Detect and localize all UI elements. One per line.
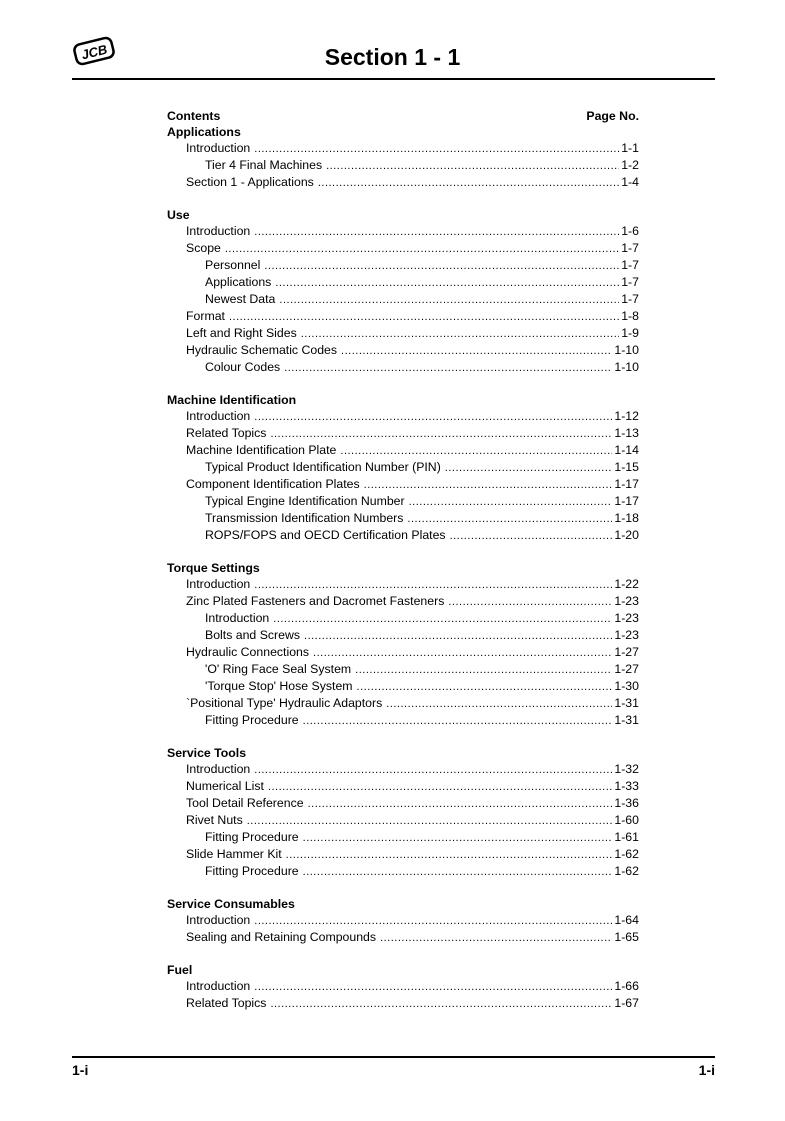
footer-page-number-right: 1-i	[698, 1062, 715, 1078]
toc-entry-page: 1-8	[621, 309, 639, 323]
toc-leader-dots	[273, 611, 612, 627]
toc-entry[interactable]	[167, 510, 639, 527]
toc-entry-page: 1-1	[621, 141, 639, 155]
toc-leader-dots	[313, 645, 612, 661]
footer-page-number-left: 1-i	[72, 1062, 89, 1078]
toc-entry[interactable]	[167, 527, 639, 544]
toc-leader-dots	[445, 460, 613, 476]
toc-entry[interactable]	[167, 274, 639, 291]
toc-entry[interactable]	[167, 795, 639, 812]
toc-entry-label: Rivet Nuts	[186, 813, 243, 827]
toc-section	[167, 962, 639, 1012]
toc-leader-dots	[264, 258, 619, 274]
toc-sections	[167, 124, 639, 1012]
toc-leader-dots	[340, 443, 612, 459]
toc-leader-dots	[301, 326, 619, 342]
toc-entry-label: Fitting Procedure	[205, 864, 299, 878]
toc-entry-label: Component Identification Plates	[186, 477, 360, 491]
toc-entry[interactable]	[167, 308, 639, 325]
toc-leader-dots	[225, 241, 619, 257]
toc-leader-dots	[254, 913, 612, 929]
toc-leader-dots	[357, 679, 613, 695]
toc-entry-page: 1-36	[614, 796, 639, 810]
toc-entry-page: 1-13	[614, 426, 639, 440]
toc-entry-page: 1-14	[614, 443, 639, 457]
toc-leader-dots	[448, 594, 612, 610]
toc-entry-label: Introduction	[186, 224, 251, 238]
toc-entry-page: 1-2	[621, 158, 639, 172]
toc-entry-page: 1-62	[614, 847, 639, 861]
toc-leader-dots	[303, 830, 613, 846]
toc-header	[167, 108, 639, 124]
toc-entry-page: 1-64	[614, 913, 639, 927]
toc-entry-label: Machine Identification Plate	[186, 443, 337, 457]
toc-entry-page: 1-7	[621, 275, 639, 289]
toc-section	[167, 124, 639, 191]
toc-entry-page: 1-33	[614, 779, 639, 793]
toc-leader-dots	[254, 979, 612, 995]
toc-section	[167, 745, 639, 880]
toc-section-title[interactable]: Torque Settings	[167, 561, 260, 575]
toc-section-title[interactable]: Use	[167, 208, 190, 222]
toc-leader-dots	[308, 796, 613, 812]
toc-entry[interactable]	[167, 712, 639, 729]
toc-leader-dots	[304, 628, 612, 644]
toc-entry-page: 1-9	[621, 326, 639, 340]
contents-label: Contents	[167, 109, 221, 123]
toc-entry-page: 1-7	[621, 292, 639, 306]
toc-leader-dots	[450, 528, 613, 544]
toc-section	[167, 896, 639, 946]
toc-entry-label: Related Topics	[186, 996, 267, 1010]
footer-divider	[72, 1056, 715, 1058]
toc-entry-page: 1-31	[614, 696, 639, 710]
toc-entry-page: 1-7	[621, 258, 639, 272]
toc-entry[interactable]	[167, 325, 639, 342]
toc-entry-page: 1-17	[614, 477, 639, 491]
toc-leader-dots	[326, 158, 619, 174]
toc-entry-page: 1-27	[614, 662, 639, 676]
toc-entry-page: 1-23	[614, 611, 639, 625]
toc-leader-dots	[318, 175, 619, 191]
toc-entry-label: Fitting Procedure	[205, 830, 299, 844]
toc-entry[interactable]	[167, 627, 639, 644]
toc-entry-label: Typical Product Identification Number (PIN)	[205, 460, 441, 474]
toc-leader-dots	[286, 847, 613, 863]
toc-entry-label: Personnel	[205, 258, 261, 272]
toc-entry-label: Introduction	[205, 611, 270, 625]
toc-entry-label: ROPS/FOPS and OECD Certification Plates	[205, 528, 446, 542]
toc-entry[interactable]	[167, 576, 639, 593]
toc-entry-page: 1-15	[614, 460, 639, 474]
toc-leader-dots	[254, 409, 612, 425]
toc-leader-dots	[254, 141, 619, 157]
toc-entry[interactable]	[167, 678, 639, 695]
toc-entry-label: Tool Detail Reference	[186, 796, 304, 810]
toc-entry[interactable]	[167, 863, 639, 880]
toc-entry[interactable]	[167, 778, 639, 795]
toc-entry-label: Zinc Plated Fasteners and Dacromet Fasteners	[186, 594, 445, 608]
toc-entry-page: 1-23	[614, 594, 639, 608]
toc-entry-label: Sealing and Retaining Compounds	[186, 930, 377, 944]
toc-entry[interactable]	[167, 174, 639, 191]
toc-entry-label: Left and Right Sides	[186, 326, 297, 340]
toc-section	[167, 392, 639, 544]
toc-entry-label: Applications	[205, 275, 272, 289]
toc-entry[interactable]	[167, 978, 639, 995]
toc-entry-label: Format	[186, 309, 225, 323]
toc-entry-page: 1-32	[614, 762, 639, 776]
toc-entry-label: Section 1 - Applications	[186, 175, 314, 189]
toc-entry-label: Introduction	[186, 762, 251, 776]
toc-leader-dots	[386, 696, 612, 712]
page-title: Section 1 - 1	[324, 44, 461, 70]
page-number-label: Page No.	[586, 109, 639, 123]
toc-entry[interactable]	[167, 140, 639, 157]
toc-entry-label: Typical Engine Identification Number	[205, 494, 405, 508]
toc-entry[interactable]	[167, 761, 639, 778]
toc-entry-label: Related Topics	[186, 426, 267, 440]
toc-section	[167, 207, 639, 376]
toc-entry[interactable]	[167, 695, 639, 712]
toc-entry[interactable]	[167, 995, 639, 1012]
toc-entry[interactable]	[167, 408, 639, 425]
toc-entry[interactable]	[167, 846, 639, 863]
toc-entry-label: Colour Codes	[205, 360, 281, 374]
toc-entry[interactable]	[167, 829, 639, 846]
toc-entry-label: Introduction	[186, 409, 251, 423]
toc-entry[interactable]	[167, 240, 639, 257]
toc-entry-page: 1-66	[614, 979, 639, 993]
toc-entry-page: 1-10	[614, 343, 639, 357]
toc-entry-page: 1-65	[614, 930, 639, 944]
toc-entry-page: 1-62	[614, 864, 639, 878]
toc-entry-page: 1-12	[614, 409, 639, 423]
toc-entry-page: 1-18	[614, 511, 639, 525]
toc-entry[interactable]	[167, 644, 639, 661]
toc-leader-dots	[270, 426, 612, 442]
toc-leader-dots	[268, 779, 612, 795]
toc-leader-dots	[364, 477, 613, 493]
toc-entry-page: 1-61	[614, 830, 639, 844]
toc-entry[interactable]	[167, 593, 639, 610]
toc-leader-dots	[284, 360, 612, 376]
toc-entry-label: Introduction	[186, 913, 251, 927]
toc-entry-label: Bolts and Screws	[205, 628, 301, 642]
toc-entry[interactable]	[167, 442, 639, 459]
toc-entry[interactable]	[167, 812, 639, 829]
toc-entry-label: Numerical List	[186, 779, 264, 793]
toc-entry-label: Fitting Procedure	[205, 713, 299, 727]
toc-entry-page: 1-6	[621, 224, 639, 238]
toc-entry[interactable]	[167, 257, 639, 274]
toc-entry[interactable]	[167, 359, 639, 376]
toc-entry-page: 1-30	[614, 679, 639, 693]
toc-entry-label: Newest Data	[205, 292, 276, 306]
toc-entry[interactable]	[167, 476, 639, 493]
toc-leader-dots	[275, 275, 619, 291]
toc-entry[interactable]	[167, 291, 639, 308]
toc-section-title[interactable]: Machine Identification	[167, 393, 297, 407]
toc-entry[interactable]	[167, 157, 639, 174]
toc-entry-label: `Positional Type' Hydraulic Adaptors	[186, 696, 383, 710]
toc-leader-dots	[270, 996, 612, 1012]
toc-entry-page: 1-7	[621, 241, 639, 255]
toc-leader-dots	[254, 577, 612, 593]
toc-leader-dots	[303, 713, 613, 729]
toc-entry-label: Tier 4 Final Machines	[205, 158, 323, 172]
toc-entry[interactable]	[167, 459, 639, 476]
toc-section-title[interactable]: Service Tools	[167, 746, 247, 760]
toc-entry-label: Transmission Identification Numbers	[205, 511, 404, 525]
header-divider	[72, 78, 715, 80]
toc-leader-dots	[407, 511, 612, 527]
toc-leader-dots	[380, 930, 612, 946]
toc-entry-label: Hydraulic Connections	[186, 645, 310, 659]
toc-entry-label: 'Torque Stop' Hose System	[205, 679, 353, 693]
toc-entry[interactable]	[167, 661, 639, 678]
toc-entry[interactable]	[167, 610, 639, 627]
toc-entry-label: Introduction	[186, 141, 251, 155]
toc-entry-label: Introduction	[186, 979, 251, 993]
toc-entry-label: 'O' Ring Face Seal System	[205, 662, 352, 676]
toc-leader-dots	[409, 494, 613, 510]
toc-entry-label: Hydraulic Schematic Codes	[186, 343, 338, 357]
toc-entry-label: Scope	[186, 241, 221, 255]
toc-section-title[interactable]: Fuel	[167, 963, 193, 977]
toc-entry-label: Introduction	[186, 577, 251, 591]
toc-leader-dots	[254, 224, 619, 240]
toc-entry[interactable]	[167, 342, 639, 359]
toc-leader-dots	[303, 864, 613, 880]
toc-leader-dots	[341, 343, 612, 359]
svg-text:JCB: JCB	[79, 41, 109, 63]
toc-leader-dots	[247, 813, 613, 829]
toc-entry-page: 1-22	[614, 577, 639, 591]
toc-leader-dots	[355, 662, 612, 678]
toc-entry[interactable]	[167, 425, 639, 442]
toc-entry-page: 1-17	[614, 494, 639, 508]
toc-entry-page: 1-67	[614, 996, 639, 1010]
toc-entry-page: 1-60	[614, 813, 639, 827]
toc-entry-page: 1-27	[614, 645, 639, 659]
toc-section	[167, 560, 639, 729]
table-of-contents	[167, 108, 639, 1012]
toc-entry-label: Slide Hammer Kit	[186, 847, 282, 861]
toc-entry-page: 1-4	[621, 175, 639, 189]
toc-entry[interactable]	[167, 929, 639, 946]
toc-leader-dots	[254, 762, 612, 778]
toc-leader-dots	[279, 292, 619, 308]
toc-entry[interactable]	[167, 223, 639, 240]
toc-entry-page: 1-10	[614, 360, 639, 374]
toc-section-title[interactable]: Service Consumables	[167, 897, 295, 911]
toc-entry[interactable]	[167, 493, 639, 510]
toc-section-title[interactable]: Applications	[167, 125, 241, 139]
toc-entry-page: 1-31	[614, 713, 639, 727]
toc-entry-page: 1-23	[614, 628, 639, 642]
toc-leader-dots	[229, 309, 619, 325]
toc-entry[interactable]	[167, 912, 639, 929]
toc-entry-page: 1-20	[614, 528, 639, 542]
